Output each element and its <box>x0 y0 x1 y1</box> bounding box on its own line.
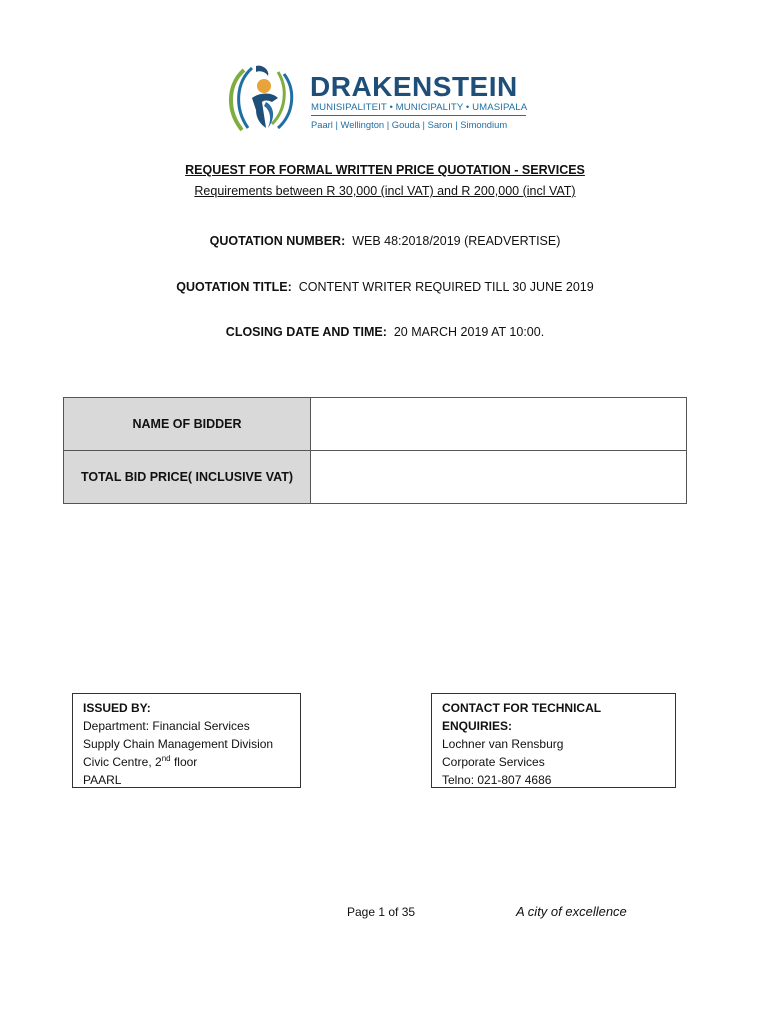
closing-date-label: CLOSING DATE AND TIME: <box>225 325 387 339</box>
issued-by-city: PAARL <box>83 773 122 787</box>
bidder-name-label: NAME OF BIDDER <box>64 398 311 451</box>
contact-heading: CONTACT FOR TECHNICAL ENQUIRIES: <box>442 701 601 733</box>
quotation-title-value: CONTENT WRITER REQUIRED TILL 30 JUNE 2019 <box>298 280 594 294</box>
contact-department: Corporate Services <box>442 755 545 769</box>
issued-by-division: Supply Chain Management Division <box>83 737 274 751</box>
bidder-table <box>63 397 687 504</box>
document-subtitle: Requirements between R 30,000 (incl VAT) and R 200,000 (incl VAT) <box>194 184 576 198</box>
floor-ordinal: nd <box>161 754 171 763</box>
closing-date-value: 20 MARCH 2019 AT 10:00. <box>393 325 545 339</box>
quotation-title-label: QUOTATION TITLE: <box>176 280 292 294</box>
closing-date <box>0 325 770 339</box>
issued-by-heading: ISSUED BY: <box>83 701 151 715</box>
issued-by-box <box>72 693 301 788</box>
bidder-name-field[interactable] <box>311 398 687 451</box>
logo-towns: Paarl | Wellington | Gouda | Saron | Simondium <box>311 119 508 130</box>
issued-by-department: Department: Financial Services <box>83 719 250 733</box>
bid-price-label: TOTAL BID PRICE( INCLUSIVE VAT) <box>64 451 311 504</box>
floor-text: floor <box>170 755 198 769</box>
municipality-logo <box>222 62 532 136</box>
figure-emblem-icon <box>222 62 302 136</box>
quotation-number-value: WEB 48:2018/2019 (READVERTISE) <box>352 234 561 248</box>
table-row <box>64 451 687 504</box>
quotation-title <box>0 280 770 294</box>
logo-divider <box>311 115 526 116</box>
logo-wordmark: DRAKENSTEIN <box>310 71 518 102</box>
technical-contact-box <box>431 693 676 788</box>
contact-name: Lochner van Rensburg <box>442 737 564 751</box>
bid-price-field[interactable] <box>311 451 687 504</box>
footer-motto: A city of excellence <box>516 904 627 919</box>
document-title: REQUEST FOR FORMAL WRITTEN PRICE QUOTATION - SERVICES <box>185 163 585 177</box>
page-number: Page 1 of 35 <box>347 905 416 919</box>
issued-by-address <box>83 753 290 771</box>
contact-phone: Telno: 021-807 4686 <box>442 773 552 787</box>
table-row <box>64 398 687 451</box>
address-text: Civic Centre, 2 <box>83 755 162 769</box>
logo-subtitle: MUNISIPALITEIT • MUNICIPALITY • UMASIPALA <box>311 102 528 113</box>
quotation-number-label: QUOTATION NUMBER: <box>209 234 346 248</box>
quotation-number <box>0 234 770 248</box>
